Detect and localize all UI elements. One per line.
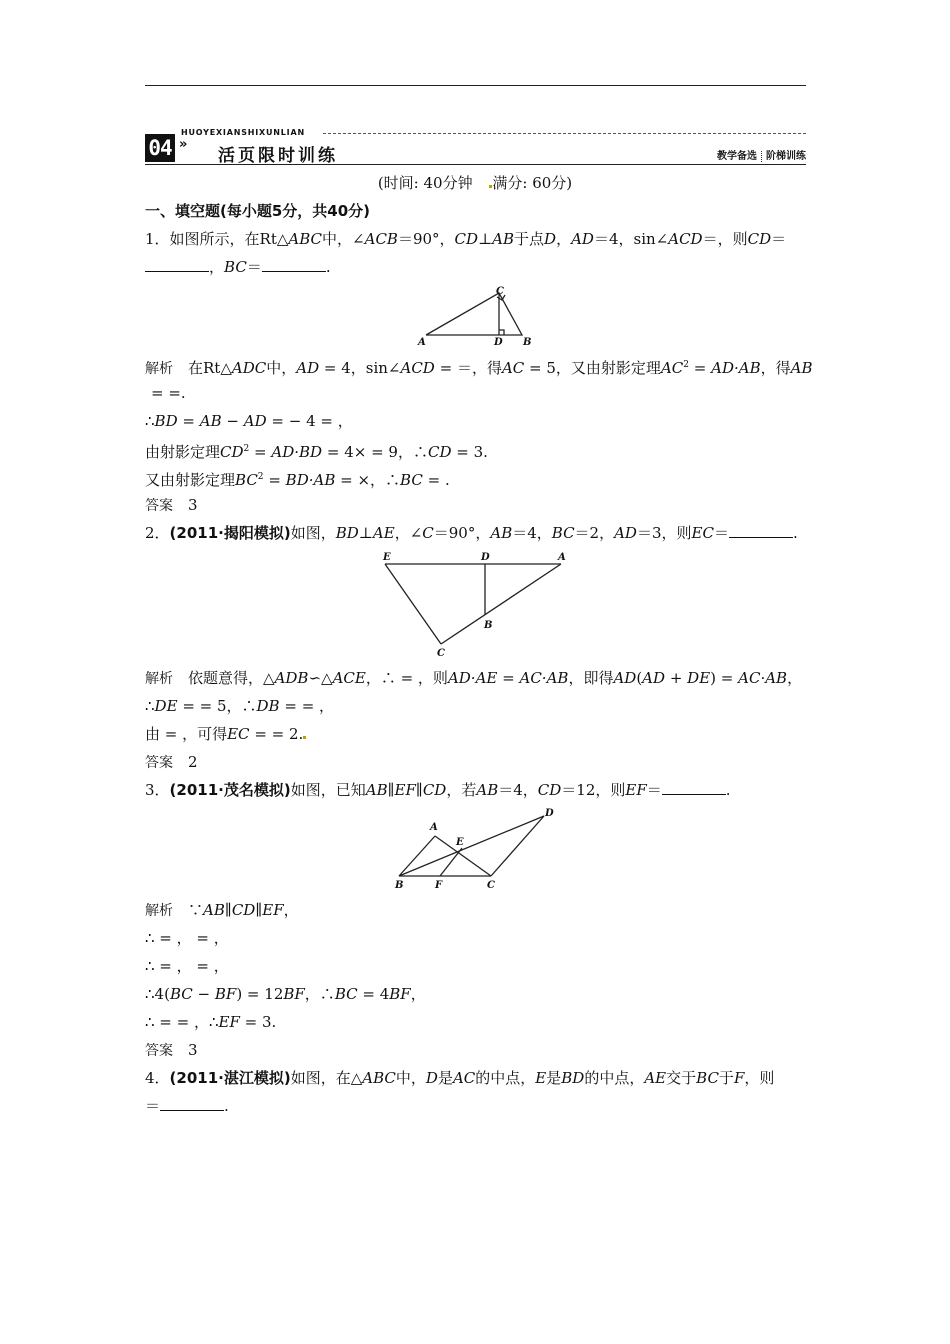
answer-blank[interactable]	[729, 523, 793, 538]
time-label: (时间:	[377, 174, 419, 192]
segment-ec	[385, 564, 441, 644]
solution-3-line-5: ∴ = = ，∴EF = 3.	[145, 1013, 277, 1031]
label-a: A	[418, 337, 426, 347]
segment-cd	[491, 816, 544, 876]
section-title: 活页限时训练	[218, 146, 338, 166]
label-d: D	[481, 552, 490, 563]
solution-tag: 解析	[145, 903, 173, 919]
label-d: D	[545, 808, 554, 819]
score-label: 满分:	[492, 174, 528, 192]
label-b: B	[395, 880, 404, 891]
answer-3: 答案 3	[145, 1041, 198, 1059]
solution-3-line-3: ∴ = ， = ，	[145, 957, 229, 975]
header-tag-training: 阶梯训练	[766, 151, 806, 162]
segment-ba	[399, 836, 435, 876]
solution-3-line-1: 解析 ∵AB∥CD∥EF，	[145, 901, 299, 919]
figure-q2	[375, 548, 575, 660]
label-a: A	[558, 552, 566, 563]
solution-1-line-1: 解析 在Rt△ADC中，AD = 4，sin∠ACD = ＝，得AC = 5，又由射影定理$AC^2 = AD\cdot AB$，得AB	[145, 359, 813, 377]
label-e: E	[456, 837, 464, 848]
right-angle-mark-d	[499, 330, 504, 335]
header-right-tags	[717, 147, 806, 162]
label-b: B	[484, 620, 493, 631]
solution-3-line-2: ∴ = ， = ，	[145, 929, 229, 947]
chevron-right-icon: »	[179, 137, 188, 152]
solution-1-line-4: 由射影定理$CD^2 = AD\cdot BD = 4\times = 9$，∴CD = 3.	[145, 443, 488, 461]
label-a: A	[430, 822, 438, 833]
section-pinyin: HUOYEXIANSHIXUNLIAN	[181, 128, 305, 137]
section-heading	[145, 201, 370, 221]
answer-blank[interactable]	[145, 257, 209, 272]
solution-2-line-3: 由 = ，可得EC = = 2.	[145, 724, 306, 744]
top-rule	[145, 85, 806, 86]
segment-bd	[399, 816, 544, 876]
time-score-line	[0, 173, 950, 193]
label-c: C	[437, 648, 445, 659]
label-c: C	[496, 286, 504, 297]
solution-2-line-1: 解析 依题意得，△ADB∽△ACE，∴ = ，则AD·AE = AC·AB，即得AD(AD + DE) = AC·AB，	[145, 669, 803, 687]
answer-tag: 答案	[145, 755, 173, 771]
question-1-line-2: ，BC＝ .	[145, 257, 331, 277]
question-4-line-1: 4．(2011·湛江模拟)如图，在△ABC中，D是AC的中点，E是BD的中点，AE交于BC于F，则	[145, 1069, 775, 1087]
question-3-line-1: 3．(2011·茂名模拟)如图，已知AB∥EF∥CD，若AB＝4，CD＝12，则EF＝ .	[145, 781, 731, 799]
label-b: B	[523, 337, 532, 347]
label-c: C	[487, 880, 495, 891]
tag-separator	[761, 151, 762, 162]
solution-3-line-4: ∴4(BC − BF) = 12BF，∴BC = 4BF，	[145, 985, 426, 1003]
solution-1-line-2: = =.	[151, 384, 186, 402]
answer-blank[interactable]	[662, 780, 726, 795]
question-2-line-1: 2．(2011·揭阳模拟)如图，BD⊥AE，∠C＝90°，AB＝4，BC＝2，AD＝3，则EC＝ .	[145, 524, 798, 542]
answer-blank[interactable]	[160, 1096, 224, 1111]
answer-tag: 答案	[145, 1043, 173, 1059]
header-dashed-rule	[323, 133, 806, 134]
figure-q1-right-triangle	[415, 285, 535, 347]
score-value: 60分)	[532, 174, 573, 192]
section-number-badge: 04	[145, 134, 175, 162]
answer-1: 答案 3	[145, 496, 198, 514]
question-4-line-2: ＝ .	[145, 1097, 229, 1115]
solution-tag: 解析	[145, 361, 173, 377]
segment-ca	[441, 564, 561, 644]
triangle-abc	[426, 293, 522, 335]
answer-tag: 答案	[145, 498, 173, 514]
answer-blank[interactable]	[262, 257, 326, 272]
label-f: F	[435, 880, 443, 891]
answer-2: 答案 2	[145, 753, 198, 771]
label-e: E	[383, 552, 391, 563]
section-heading-text: 一、填空题(每小题5分，共40分)	[145, 202, 371, 220]
segment-ef	[440, 848, 462, 876]
section-header	[145, 128, 806, 166]
figure-q3	[390, 806, 565, 894]
marker-dot	[303, 736, 306, 739]
solution-1-line-3: ∴BD = AB − AD = − 4 = ，	[145, 412, 353, 430]
time-value: 40分钟	[423, 174, 473, 192]
solution-tag: 解析	[145, 671, 173, 687]
solution-2-line-2: ∴DE = = 5，∴DB = = ，	[145, 697, 335, 715]
header-base-rule	[145, 164, 806, 165]
header-tag-teaching: 教学备选	[717, 151, 757, 162]
solution-1-line-5: 又由射影定理$BC^2 = BD\cdot AB$ = ×，∴BC = .	[145, 471, 450, 489]
question-1-line-1: 1．如图所示，在Rt△ABC中，∠ACB＝90°，CD⊥AB于点D，AD＝4，sin∠ACD＝，则CD＝	[145, 230, 787, 248]
label-d: D	[494, 337, 503, 347]
